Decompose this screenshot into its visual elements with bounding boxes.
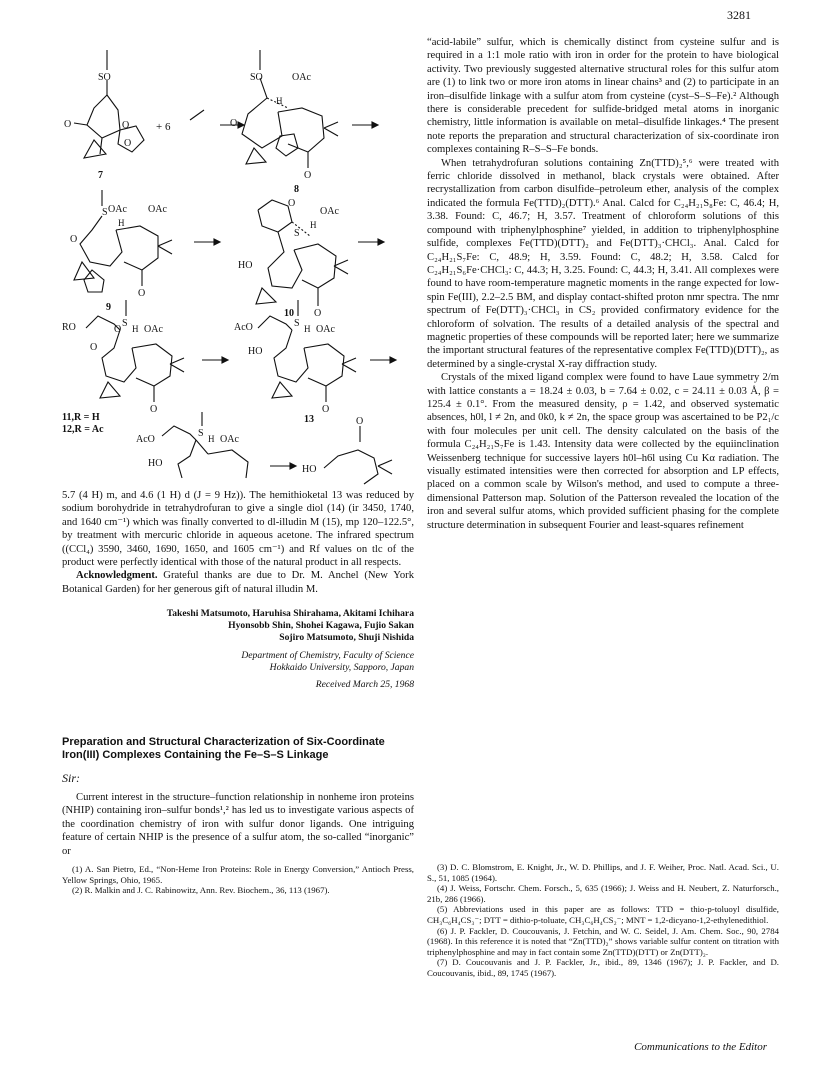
- paragraph-tetrahydrofuran: When tetrahydrofuran solutions containing Zn(TTD)₂⁵,⁶ were treated with ferric chloride dissolved in methanol, black crystals were obtained. After recrystallization from carbon disulfide–petroleum ether, analysis of the complex indicated the formula Fe(TTD)₂(DTT).⁶ Anal. Calcd for C₂₄H₂₁S₈Fe: C, 46.4; H, 3.38. Found: C, 46.7; H, 3.57. Treatment of chloroform solutions of this compound with triphenylphosphine⁷ yielded, in addition to triphenylphosphine sulfide, complexes Fe(TTD)(DTT)₂ and Fe(DTT)₃·CHCl₃. Anal. Calcd for C₂₄H₂₁S₇Fe: C, 48.9; H, 3.59. Found: C, 48.2; H, 3.58. Calcd for C₂₄H₂₁S₆Fe·CHCl₃: C, 44.3; H, 3.25. Found: C, 44.3; H, 3.41. All complexes were found to have room-temperature magnetic moments in the range expected for low-spin Fe(III), 2.2–2.5 BM, and display contact-shifted proton nmr spectra. The nmr spectrum of Fe(DTT)₃·CHCl₃ in CS₂ provided confirmatory evidence for the chloroform of solvation. The results of a detailed analysis of the spectral and magnetic properties of these compounds will be reported later; here we summarize the important structural features of the representative complex Fe(TTD)(DTT)₂, as determined by a single-crystal X-ray diffraction study.: [427, 157, 779, 370]
- h-label-10: H: [310, 220, 317, 230]
- h-label-14: H: [208, 434, 215, 444]
- author-list: [62, 608, 414, 644]
- received-date: Received March 25, 1968: [315, 679, 414, 691]
- paragraph-crystals: Crystals of the mixed ligand complex were found to have Laue symmetry 2/m with lattice constants a = 18.24 ± 0.03, b = 7.64 ± 0.02, c = 24.11 ± 0.03 Å, β = 125.4 ± 0.1°. From the measured density, ρ = 1.42, and observed systematic absences, h0l, l ≠ 2n, and 0k0, k ≠ 2n, the space group was ascertained to be P2₁/c with four molecules per unit cell. The density calculated on the basis of the formula C₂₄H₂₁S₇Fe is 1.43. Intensity data were collected by the equiinclination Weissenberg technique for successive layers h0l–h6l using Cu Kα radiation. The visually estimated intensities were then corrected for absorption and LP effects, placed on a common scale by Wilson's method, and used to compute a three-dimensional Patterson map. Solution of the Patterson revealed the location of the iron and several sulfur atoms, which provided sufficient phasing for the complete structure determination in subsequent Fourier and least-squares refinement: [427, 372, 779, 531]
- h-label-13: H: [304, 324, 311, 334]
- article-title: Preparation and Structural Characterization of Six-Coordinate Iron(III) Complexes Containing the Fe–S–S Linkage: [62, 735, 385, 761]
- arrowhead-4: [378, 239, 384, 245]
- oac-label-8: OAc: [292, 72, 311, 83]
- o-label-11a: O: [114, 324, 122, 335]
- so-label-7: SO: [98, 72, 111, 83]
- s-label-10: S: [294, 228, 300, 239]
- s-label-9: S: [102, 207, 108, 218]
- oac-label-14: OAc: [220, 434, 239, 445]
- o-label-10b: O: [314, 308, 322, 319]
- o-label-7b: O: [122, 120, 130, 131]
- compound-label-11: 11,R = H: [62, 412, 100, 423]
- acknowledgment: [62, 569, 414, 596]
- structure-13: [258, 300, 356, 402]
- aco-label-13: AcO: [234, 322, 253, 333]
- oac-label-10: OAc: [320, 206, 339, 217]
- journal-footer: Communications to the Editor: [634, 1041, 767, 1053]
- oac-label-13: OAc: [316, 324, 335, 335]
- affiliation: [62, 650, 414, 674]
- salutation: Sir:: [62, 770, 80, 785]
- structure-11-12: [86, 300, 184, 402]
- o-label-13: O: [322, 404, 330, 415]
- structure-7: [74, 50, 144, 158]
- paragraph-hemithioketal: 5.7 (4 H) m, and 4.6 (1 H) d (J = 9 Hz)). The hemithioketal 13 was reduced by sodium borohydride in tetrahydrofuran to give a single diol (14) (ir 3450, 1740, and 1640 cm⁻¹) which was finally converted to dl-illudin M (15), mp 120–122.5°, by treatment with mercuric chloride in aqueous acetone. The infrared spectrum ((CCl₄) 3590, 3460, 1690, 1650, and 1605 cm⁻¹) and Rf values on tlc of the product were perfectly identical with those of the natural product in all respects.: [62, 490, 414, 569]
- s-label-13: S: [294, 318, 300, 329]
- ho-label-13: HO: [248, 346, 263, 357]
- right-column: [427, 36, 779, 532]
- compound-label-9: 9: [106, 302, 111, 313]
- acknowledgment-text: Grateful thanks are due to Dr. M. Anchel (New York Botanical Garden) for her generous gift of natural illudin M.: [62, 570, 414, 595]
- right-footnotes: [427, 862, 779, 979]
- structure-6-enone: [190, 110, 204, 120]
- arrowhead-6: [390, 357, 396, 363]
- o-label-15: O: [356, 416, 364, 427]
- reaction-scheme-drawing: [62, 30, 414, 485]
- footnote-3: (3) D. C. Blomstrom, E. Knight, Jr., W. D. Phillips, and J. F. Weiher, Proc. Natl. Acad. Sci., U. S., 51, 1085 (1964).: [427, 862, 779, 883]
- h-label-11: H: [132, 324, 139, 334]
- o-label-11c: O: [150, 404, 158, 415]
- page-number: 3281: [727, 8, 751, 22]
- structure-14: [162, 412, 248, 478]
- ho-label-10: HO: [238, 260, 253, 271]
- structure-15: [324, 426, 392, 484]
- paragraph-acid-labile: “acid-labile” sulfur, which is chemically distinct from cysteine sulfur and is required in a 1:1 mole ratio with iron in order for the protein to have biological activity. Two previously suggested alternative structural roles for this sulfur atom are (1) to link two or more iron atoms in linear chains³ and (2) to participate in an iron–disulfide linkage with a sulfur atom from cysteine (cyst–S–S–Fe).² Although there is considerable precedent for sulfide-bridged metal atoms in inorganic chemistry, little information is available on metal–disulfide linkages.⁴ The present note reports the preparation and structural characterization of six-coordinate iron complexes containing R–S–S–Fe bonds.: [427, 37, 779, 156]
- article-intro-paragraph: Current interest in the structure–function relationship in nonheme iron proteins (NHIP) containing iron–sulfur bonds¹,² has led us to investigate various aspects of the coordination chemistry of iron with sulfur donor ligands. One intriguing feature of certain NHIP is the presence of a sulfur atom, the so-called “inorganic” or: [62, 792, 414, 857]
- footnote-7: (7) D. Coucouvanis and J. P. Fackler, Jr., ibid., 89, 1346 (1967); J. P. Fackler, and D. Coucouvanis, ibid., 89, 1745 (1967).: [427, 957, 779, 978]
- o-label-7c: O: [124, 138, 132, 149]
- ho-label-14: HO: [148, 458, 163, 469]
- oac-label-9a: OAc: [108, 204, 127, 215]
- arrowhead-1: [238, 122, 244, 128]
- footnote-4: (4) J. Weiss, Fortschr. Chem. Forsch., 5, 635 (1966); J. Weiss and H. Neubert, Z. Naturforsch., 21b, 286 (1966).: [427, 883, 779, 904]
- plus-six: + 6: [156, 121, 171, 133]
- arrowhead-5: [222, 357, 228, 363]
- author-line: Takeshi Matsumoto, Haruhisa Shirahama, Akitami Ichihara: [166, 608, 414, 620]
- ro-label: RO: [62, 322, 76, 333]
- o-label-8b: O: [304, 170, 312, 181]
- left-body: [62, 489, 414, 596]
- affiliation-line: Hokkaido University, Sapporo, Japan: [269, 662, 414, 674]
- o-label-8a: O: [230, 118, 238, 129]
- reaction-scheme: [62, 30, 414, 485]
- oac-label-11: OAc: [144, 324, 163, 335]
- footnote-6: (6) J. P. Fackler, D. Coucouvanis, J. Fetchin, and W. C. Seidel, J. Am. Chem. Soc., 90, 2784 (1968). In this reference it is noted that “Zn(TTD)₂” shows variable sulfur content on titration with triphenylphosphine and may in fact contain some Zn(TTD)(DTT) or Zn(DTT)₂.: [427, 925, 779, 957]
- h-label-9: H: [118, 218, 125, 228]
- footnote-2: (2) R. Malkin and J. C. Rabinowitz, Ann. Rev. Biochem., 36, 113 (1967).: [72, 885, 330, 896]
- aco-label-14: AcO: [136, 434, 155, 445]
- author-line: Sojiro Matsumoto, Shuji Nishida: [279, 632, 414, 644]
- o-label-9a: O: [70, 234, 78, 245]
- s-label-14: S: [198, 428, 204, 439]
- s-label-11: S: [122, 318, 128, 329]
- o-label-11b: O: [90, 342, 98, 353]
- arrowhead-3: [214, 239, 220, 245]
- ho-label-15: HO: [302, 464, 317, 475]
- left-footnotes: [62, 864, 414, 896]
- so-label-8: SO: [250, 72, 263, 83]
- o-label-7a: O: [64, 119, 72, 130]
- compound-label-7: 7: [98, 170, 103, 181]
- footnote-1: (1) A. San Pietro, Ed., “Non-Heme Iron Proteins: Role in Energy Conversion,” Antioch Press, Yellow Springs, Ohio, 1965.: [62, 864, 414, 885]
- affiliation-line: Department of Chemistry, Faculty of Science: [241, 650, 414, 662]
- arrowhead-7: [290, 463, 296, 469]
- arrowhead-2: [372, 122, 378, 128]
- o-label-9b: O: [138, 288, 146, 299]
- compound-label-13: 13: [304, 414, 314, 425]
- compound-label-10: 10: [284, 308, 294, 319]
- left-column: [62, 30, 414, 896]
- acknowledgment-heading: Acknowledgment.: [76, 570, 158, 582]
- author-line: Hyonsobb Shin, Shohei Kagawa, Fujio Sakan: [228, 620, 414, 632]
- compound-label-8: 8: [294, 184, 299, 195]
- compound-label-12: 12,R = Ac: [62, 424, 104, 435]
- oac-label-9b: OAc: [148, 204, 167, 215]
- footnote-5: (5) Abbreviations used in this paper are as follows: TTD = thio-p-toluoyl disulfide, CH₃C₆H₄CS₃⁻; DTT = dithio-p-toluate, CH₃C₆H₄CS₂⁻; MNT = 1,2-dicyano-1,2-ethylenedithiol.: [427, 904, 779, 925]
- structure-8: [242, 50, 338, 168]
- h-label-8: H: [276, 96, 283, 106]
- o-label-10a: O: [288, 198, 296, 209]
